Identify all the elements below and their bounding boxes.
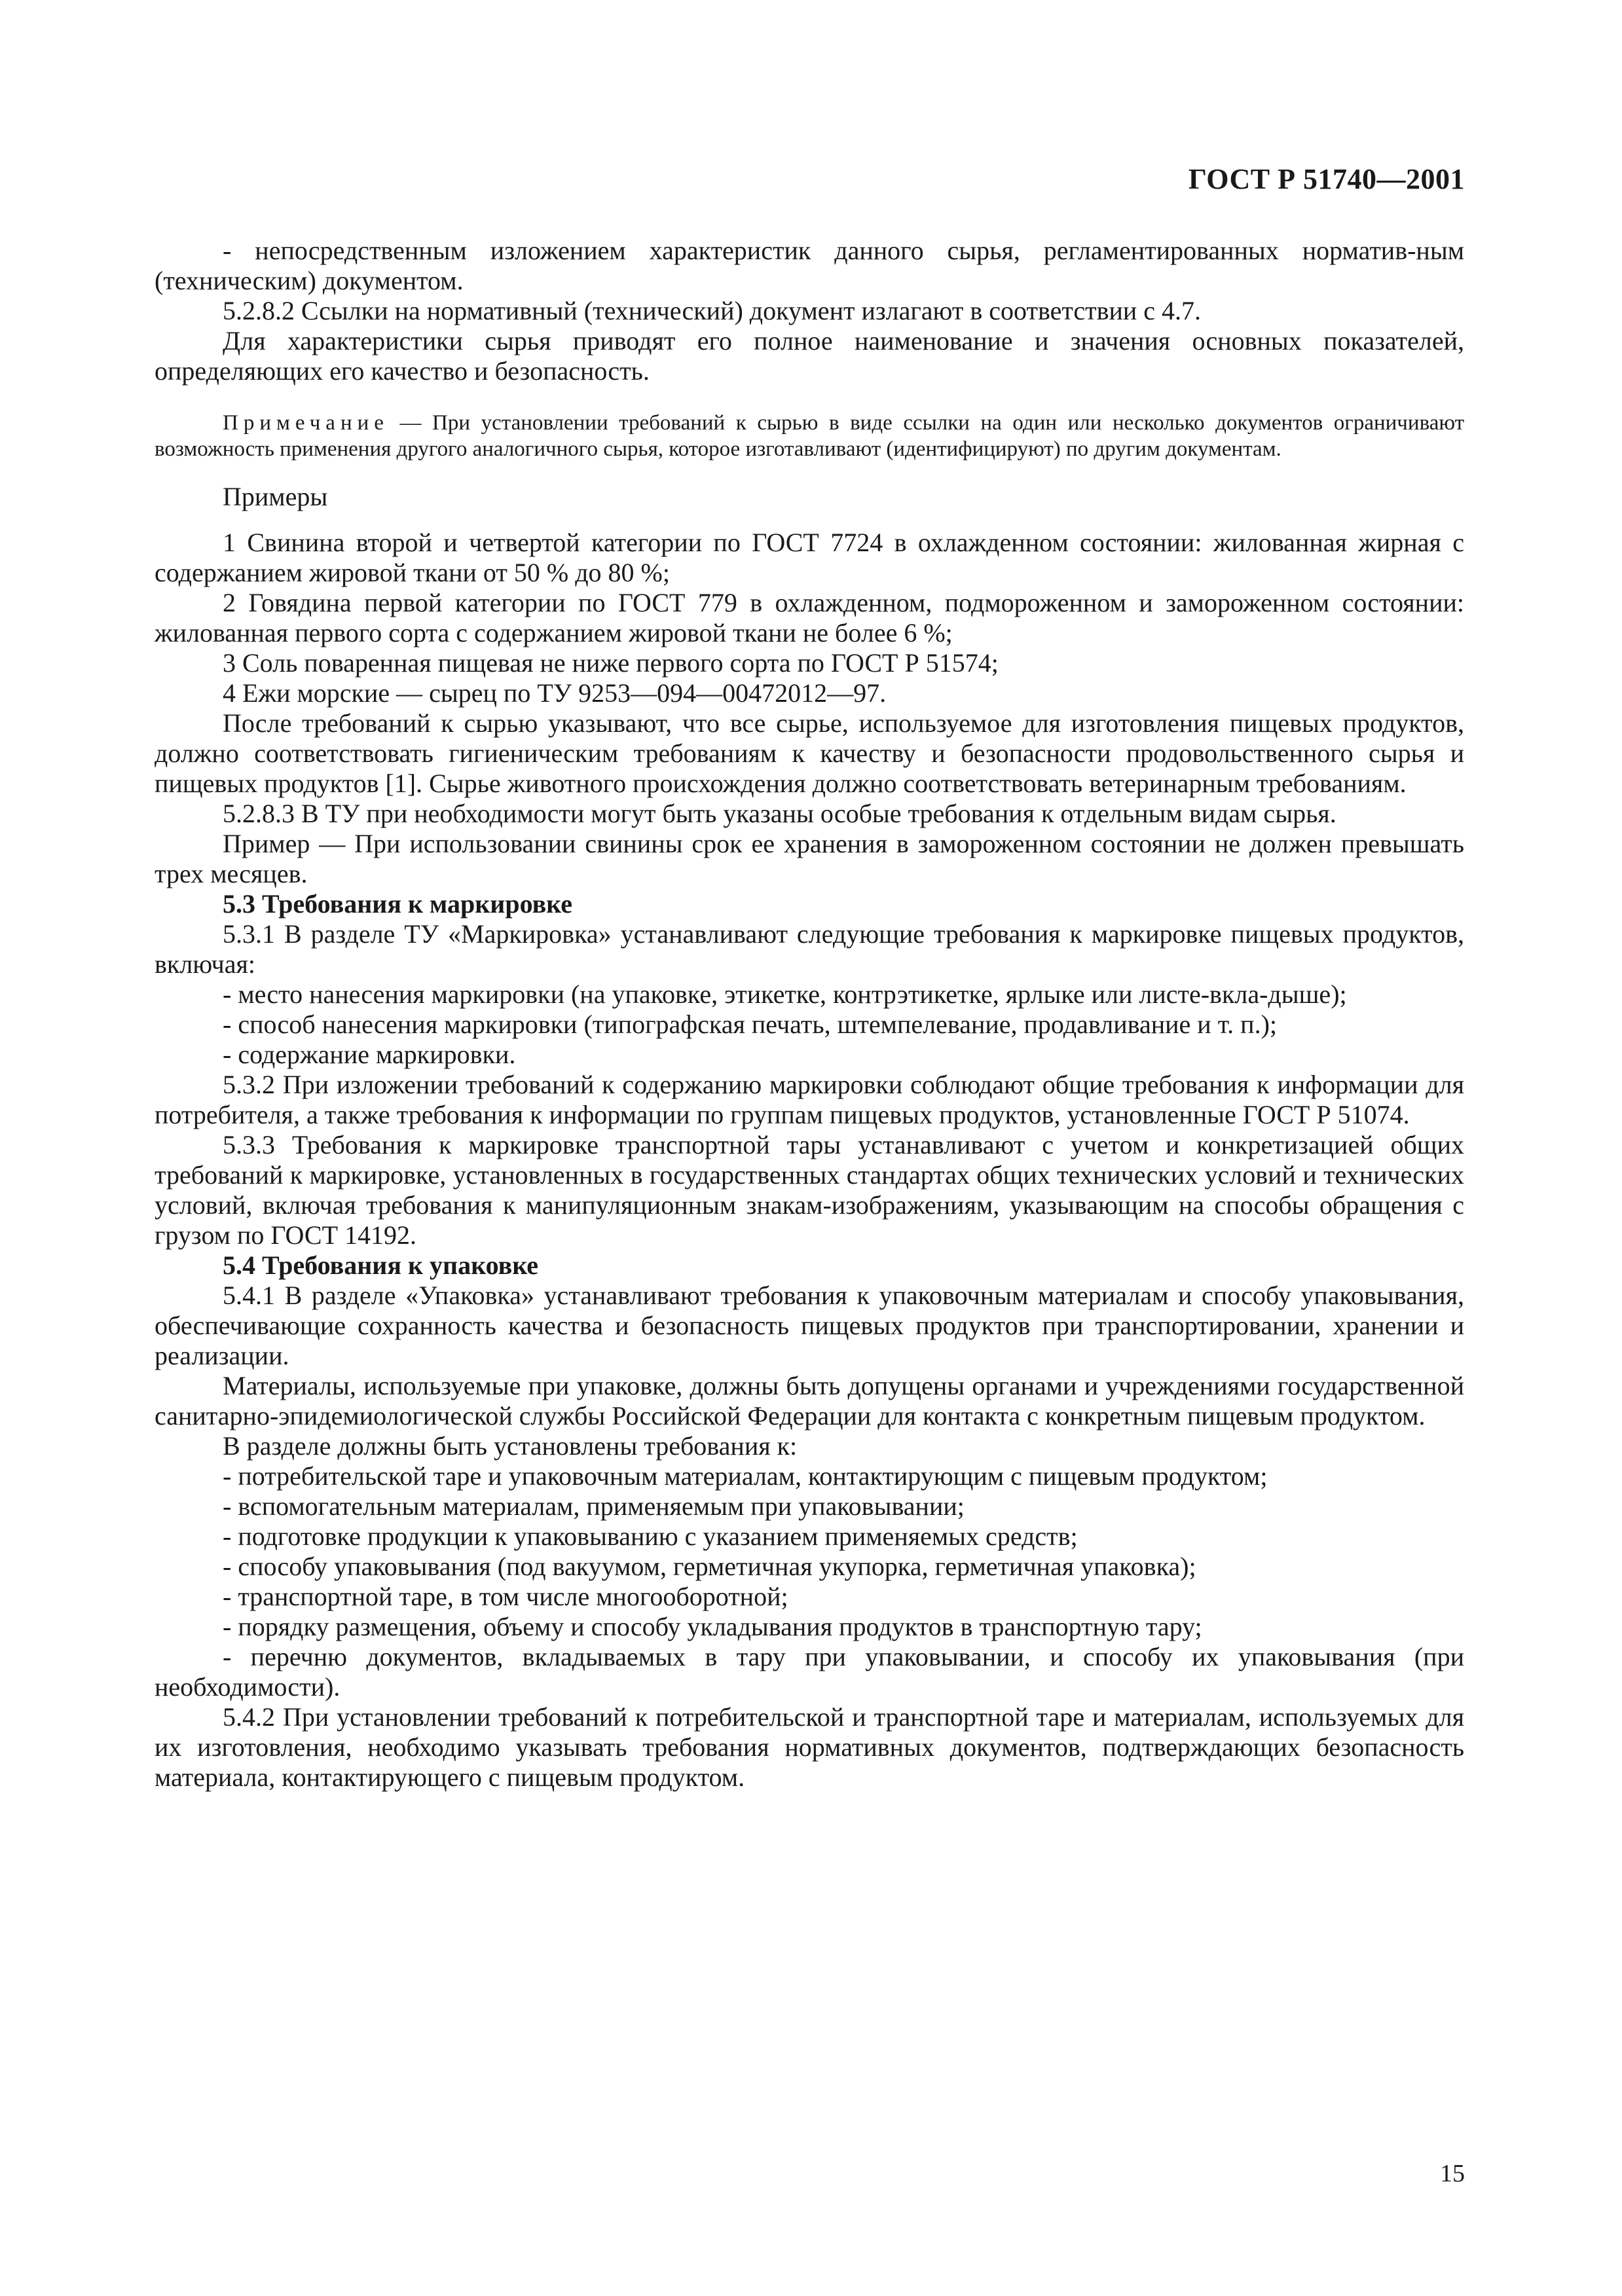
note-text: — При установлении требований к сырью в виде ссылки на один или несколько документов ограничивают возможность применения другого аналогичного сырья, которое изготавливают (идентифицируют) по другим документам.	[155, 411, 1465, 461]
paragraph: - содержание маркировки.	[223, 1040, 516, 1069]
paragraph: 5.2.8.2 Ссылки на нормативный (технический) документ излагают в соответствии с 4.7.	[223, 296, 1202, 325]
document-body	[155, 236, 1464, 1793]
paragraph: - перечню документов, вкладываемых в тару при упаковывании, и способу их упаковывания (при необходимости).	[155, 1642, 1464, 1702]
paragraph: - потребительской таре и упаковочным материалам, контактирующим с пищевым продуктом;	[223, 1461, 1268, 1491]
paragraph: Для характеристики сырья приводят его полное наименование и значения основных показателей, определяющих его качество и безопасность.	[155, 326, 1464, 386]
paragraph: - транспортной таре, в том числе многооборотной;	[223, 1582, 788, 1611]
paragraph: - место нанесения маркировки (на упаковке, этикетке, контрэтикетке, ярлыке или листе-вкла-дыше);	[223, 979, 1347, 1009]
paragraph: 5.4.1 В разделе «Упаковка» устанавливают требования к упаковочным материалам и способу упаковывания, обеспечивающие сохранность качества и безопасность пищевых продуктов при транспортировании, хранении и реализации.	[155, 1281, 1464, 1370]
paragraph: Пример — При использовании свинины срок ее хранения в замороженном состоянии не должен превышать трех месяцев.	[155, 829, 1464, 888]
paragraph: 5.2.8.3 В ТУ при необходимости могут быть указаны особые требования к отдельным видам сырья.	[223, 799, 1336, 828]
examples-heading: Примеры	[223, 482, 328, 511]
document-header: ГОСТ Р 51740—2001	[1188, 163, 1465, 195]
section-title: 5.3 Требования к маркировке	[223, 889, 572, 919]
note	[155, 410, 1464, 462]
paragraph: - подготовке продукции к упаковыванию с указанием применяемых средств;	[223, 1522, 1078, 1551]
paragraph: 5.3.3 Требования к маркировке транспортной тары устанавливают с учетом и конкретизацией общих требований к маркировке, установленных в государственных стандартах общих технических условий и технических условий, включая требования к манипуляционным знакам-изображениям, указывающим на способы обращения с грузом по ГОСТ 14192.	[155, 1130, 1464, 1250]
paragraph: После требований к сырью указывают, что все сырье, используемое для изготовления пищевых продуктов, должно соответствовать гигиеническим требованиям к качеству и безопасности продовольственного сырья и пищевых продуктов [1]. Сырье животного происхождения должно соответствовать ветеринарным требованиям.	[155, 708, 1464, 798]
paragraph: 5.4.2 При установлении требований к потребительской и транспортной таре и материалам, используемых для их изготовления, необходимо указывать требования нормативных документов, подтверждающих безопасность материала, контактирующего с пищевым продуктом.	[155, 1702, 1464, 1792]
paragraph: - непосредственным изложением характеристик данного сырья, регламентированных норматив-ным (техническим) документом.	[155, 236, 1464, 295]
paragraph: 5.3.2 При изложении требований к содержанию маркировки соблюдают общие требования к информации для потребителя, а также требования к информации по группам пищевых продуктов, установленные ГОСТ Р 51074.	[155, 1070, 1464, 1129]
paragraph: 5.3.1 В разделе ТУ «Маркировка» устанавливают следующие требования к маркировке пищевых продуктов, включая:	[155, 919, 1464, 979]
example-item: 4 Ежи морские — сырец по ТУ 9253—094—00472012—97.	[223, 678, 887, 708]
paragraph: - порядку размещения, объему и способу укладывания продуктов в транспортную тару;	[223, 1612, 1202, 1641]
example-item: 3 Соль поваренная пищевая не ниже первого сорта по ГОСТ Р 51574;	[223, 648, 999, 678]
section-title: 5.4 Требования к упаковке	[223, 1250, 538, 1280]
paragraph: Материалы, используемые при упаковке, должны быть допущены органами и учреждениями государственной санитарно-эпидемиологической службы Российской Федерации для контакта с конкретным пищевым продуктом.	[155, 1371, 1464, 1430]
paragraph: - вспомогательным материалам, применяемым при упаковывании;	[223, 1491, 965, 1521]
example-item: 1 Свинина второй и четвертой категории по ГОСТ 7724 в охлажденном состоянии: жилованная жирная с содержанием жировой ткани от 50 % до 80 %;	[155, 528, 1464, 587]
example-item: 2 Говядина первой категории по ГОСТ 779 в охлажденном, подмороженном и замороженном состоянии: жилованная первого сорта с содержанием жировой ткани не более 6 %;	[155, 588, 1464, 647]
paragraph: - способу упаковывания (под вакуумом, герметичная укупорка, герметичная упаковка);	[223, 1552, 1196, 1581]
page-number: 15	[1440, 2160, 1465, 2187]
paragraph: В разделе должны быть установлены требования к:	[223, 1431, 798, 1461]
paragraph: - способ нанесения маркировки (типографская печать, штемпелевание, продавливание и т. п.);	[223, 1010, 1277, 1039]
note-label: Примечание	[223, 411, 389, 435]
